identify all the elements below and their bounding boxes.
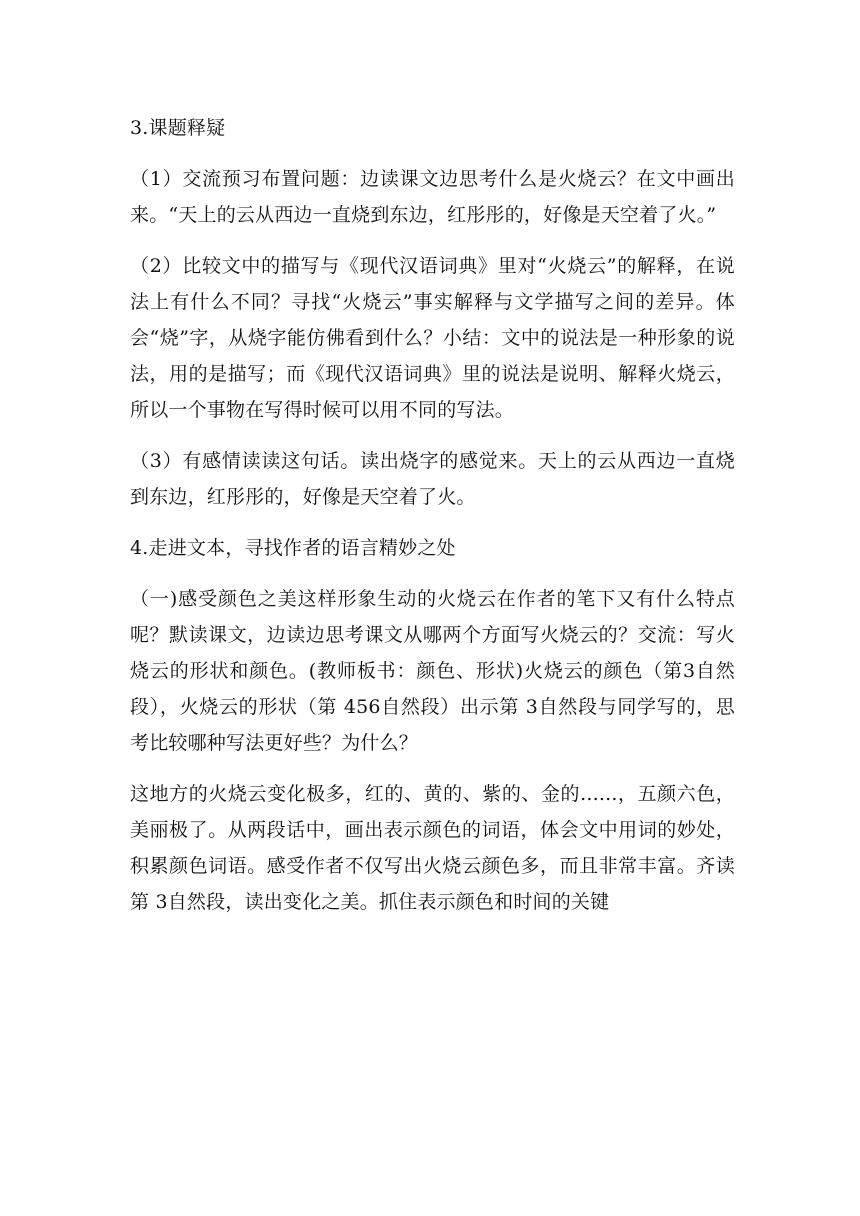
paragraph-color-beauty: （一)感受颜色之美这样形象生动的火烧云在作者的笔下又有什么特点呢？默读课文，边读边思考课文从哪两个方面写火烧云的？交流：写火烧云的形状和颜色。(教师板书：颜色、形状)火烧云的颜色（第3自然段），火烧云的形状（第 456自然段）出示第 3自然段与同学写的，思考比较哪种写法更好些？为什么？ — [130, 588, 735, 754]
document-page — [130, 110, 735, 935]
paragraph-color-variety: 这地方的火烧云变化极多，红的、黄的、紫的、金的......，五颜六色，美丽极了。从两段话中，画出表示颜色的词语，体会文中用词的妙处，积累颜色词语。感受作者不仅写出火烧云颜色多，而且非常丰富。齐读第 3自然段，读出变化之美。抓住表示颜色和时间的关键 — [130, 783, 735, 913]
paragraph-2: （2）比较文中的描写与《现代汉语词典》里对“火烧云”的解释，在说法上有什么不同？寻找“火烧云”事实解释与文学描写之间的差异。体会“烧”字，从烧字能仿佛看到什么？小结：文中的说法是一种形象的说法，用的是描写；而《现代汉语词典》里的说法是说明、解释火烧云，所以一个事物在写得时候可以用不同的写法。 — [130, 255, 735, 421]
section-heading-3: 3.课题释疑 — [130, 117, 226, 139]
paragraph-1: （1）交流预习布置问题：边读课文边思考什么是火烧云？在文中画出来。“天上的云从西边一直烧到东边，红彤彤的，好像是天空着了火。” — [130, 168, 735, 226]
paragraph-3: （3）有感情读读这句话。读出烧字的感觉来。天上的云从西边一直烧到东边，红彤彤的，好像是天空着了火。 — [130, 450, 735, 508]
section-heading-4: 4.走进文本，寻找作者的语言精妙之处 — [130, 537, 456, 559]
